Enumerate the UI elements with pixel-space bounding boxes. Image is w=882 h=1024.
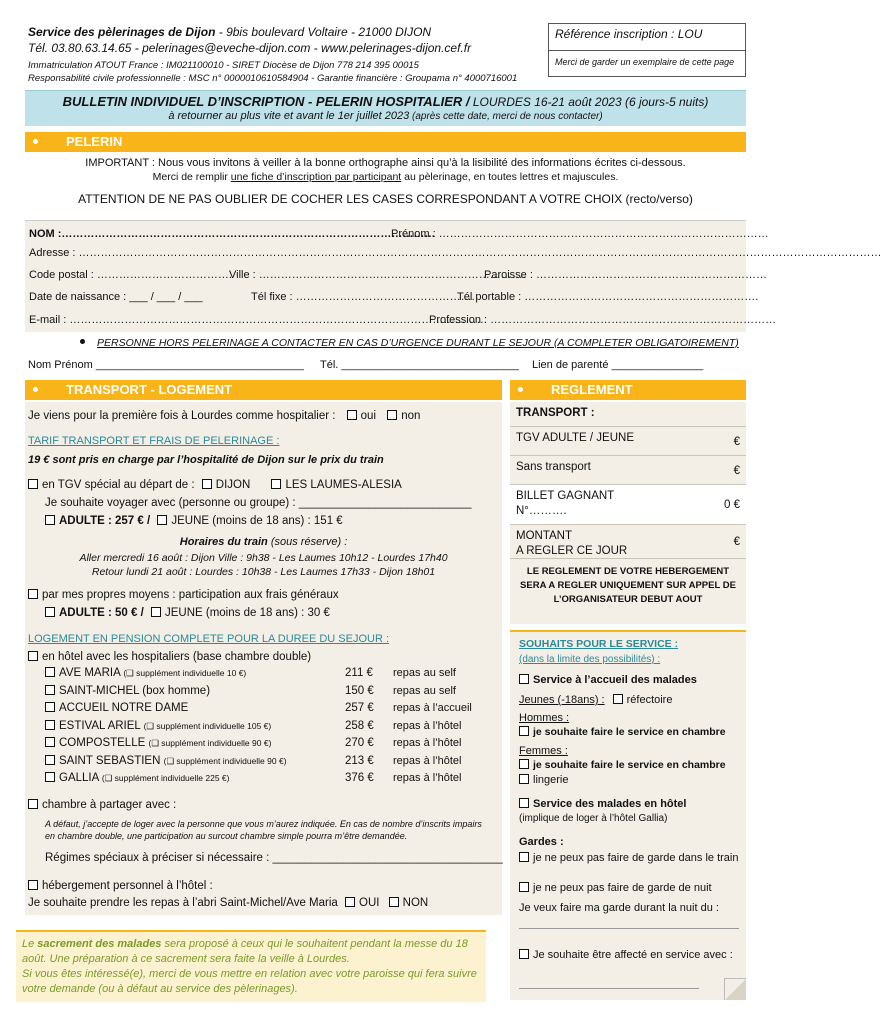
hotel-checkbox[interactable] — [45, 702, 55, 712]
tarif-note: 19 € sont pris en charge par l’hospitalité de Dijon sur le prix du train — [28, 454, 384, 466]
garde-train-checkbox[interactable] — [519, 852, 529, 862]
reglement-label: Sans transport — [516, 461, 591, 473]
attention-note: ATTENTION DE NE PAS OUBLIER DE COCHER LES CASES CORRESPONDANT A VOTRE CHOIX (recto/verso) — [78, 192, 693, 206]
hotel-supplement: (❑ supplément individuelle 10 €) — [123, 668, 247, 678]
hotel-price: 150 € — [345, 684, 374, 697]
hotel-row — [45, 685, 500, 697]
hotel-row — [45, 772, 500, 784]
souhaits-panel: SOUHAITS POUR LE SERVICE : (dans la limite des possibilités) : Service à l’accueil des malades Jeunes (-18ans) : réfectoire Hommes : je souhaite faire le service en chambre Femmes : je souhaite faire le service en chambre lingerie Service des malades en hôtel (implique de loger à l’hôtel Gallia) Gardes : je ne peux pas faire de garde dans le train je ne peux pas faire de garde de nuit Je veux faire ma garde durant la nuit du : Je souhaite être affecté en service avec : — [510, 630, 746, 1000]
horaires-title: Horaires du train — [179, 536, 268, 548]
reference-text: Référence inscription : LOU — [549, 24, 745, 51]
hotel-price: 211 € — [345, 667, 373, 679]
form-title-suffix: LOURDES 16-21 août 2023 (6 jours-5 nuits) — [469, 95, 709, 109]
meals-non-checkbox[interactable] — [389, 897, 399, 907]
jeune-own-checkbox[interactable] — [151, 607, 161, 617]
reglement-label: BILLET GAGNANT N°………. — [516, 490, 615, 517]
nom-field[interactable]: NOM :………………………………………………………………………………………… — [29, 228, 436, 240]
sacrement-note: Le sacrement des malades sera proposé à ceux qui le souhaitent pendant la messe du 18 août. Une préparation à ce sacrement sera faite la veille à Lourdes. Si vous êtes intéressé(e), merci de vous mettre en relation avec votre paroisse qui fera suivre votre demande (ou à défaut au service des pèlerinages). — [16, 930, 486, 1002]
prenom-field[interactable]: Prénom : ……………………………………………………………………………… — [391, 228, 769, 240]
emergency-tel-field[interactable]: Tél. _____________________________ — [320, 359, 519, 371]
code-postal-field[interactable]: Code postal : ………………………………. — [29, 269, 232, 281]
hotel-supplement: (❑ supplément individuelle 105 €) — [143, 720, 272, 731]
garde-nuit-question[interactable]: Je veux faire ma garde durant la nuit du : — [519, 902, 719, 914]
regimes-field[interactable]: Régimes spéciaux à préciser si nécessaire : ____________________________________ — [45, 852, 503, 864]
accueil-checkbox[interactable] — [519, 674, 529, 684]
keep-copy-note: Merci de garder un exemplaire de cette page — [555, 57, 735, 67]
reglement-note: LE REGLEMENT DE VOTRE HEBERGEMENT SERA A REGLER UNIQUEMENT SUR APPEL DE L’ORGANISATEUR DEBUT AOUT — [520, 566, 736, 605]
reference-box — [548, 23, 746, 77]
bullet-icon — [80, 339, 85, 344]
aller-schedule: Aller mercredi 16 août : Dijon Ville : 9h38 - Les Laumes 10h12 - Lourdes 17h40 — [79, 552, 448, 564]
hotel-price: 270 € — [345, 737, 374, 749]
reglement-label: TGV ADULTE / JEUNE — [516, 432, 635, 444]
reglement-label: MONTANT A REGLER CE JOUR — [516, 530, 628, 557]
naissance-field[interactable]: Date de naissance : ___ / ___ / ___ — [29, 291, 203, 303]
reglement-value: € — [733, 536, 740, 548]
emergency-nom-field[interactable]: Nom Prénom __________________________________ — [28, 359, 304, 371]
hotel-checkbox[interactable] — [45, 755, 55, 765]
reglement-row[interactable] — [510, 456, 746, 485]
adulte-tgv-checkbox[interactable] — [45, 515, 55, 525]
email-field[interactable]: E-mail : …………………………………………………………………………………………………… — [29, 314, 488, 326]
tel-portable-field[interactable]: Tél portable : ………………………………………………………. — [457, 291, 759, 303]
ville-field[interactable]: Ville : ………………………………………………………………. — [229, 269, 526, 281]
share-room-checkbox[interactable] — [28, 799, 38, 809]
hotel-meals: repas à l’hôtel — [393, 719, 462, 732]
hotel-meals: repas au self — [393, 667, 456, 679]
hotel-name: COMPOSTELLE — [59, 737, 146, 749]
adresse-field[interactable]: Adresse : ………………………………………………………………………………………………………………………………………………………………………………………………… — [29, 247, 882, 259]
garde-nuit-checkbox[interactable] — [519, 882, 529, 892]
important-note: IMPORTANT : Nous vous invitons à veiller à la bonne orthographe ainsi qu’à la lisibilité des informations écrites ci-dessous. — [85, 157, 686, 169]
hotel-meals: repas au self — [393, 684, 456, 697]
bullet-icon — [518, 387, 523, 392]
hotel-meals: repas à l’hôtel — [393, 737, 462, 749]
hotel-checkbox[interactable] — [45, 685, 55, 695]
hotel-name: AVE MARIA — [59, 667, 121, 679]
hotel-price: 376 € — [345, 772, 374, 784]
adulte-own-checkbox[interactable] — [45, 607, 55, 617]
hotel-supplement: (❑ supplément individuelle 90 €) — [163, 755, 287, 766]
bullet-icon — [33, 387, 38, 392]
hotel-supplement: (❑ supplément individuelle 90 €) — [148, 738, 272, 748]
hotel-price: 213 € — [345, 754, 374, 767]
profession-field[interactable]: Profession : …………………………………………………………………… — [429, 314, 777, 326]
reglement-value: 0 € — [724, 499, 740, 511]
retour-schedule: Retour lundi 21 août : Lourdes : 10h38 - Les Laumes 17h33 - Dijon 18h01 — [91, 566, 436, 578]
insurance-line: Responsabilité civile professionnelle : MSC n° 0000010610584904 - Garantie financière : Groupama n° 4000716001 — [28, 73, 518, 84]
laumes-checkbox[interactable] — [271, 479, 281, 489]
title-banner — [25, 90, 746, 126]
registration-line: Immatriculation ATOUT France : IM021100010 - SIRET Diocèse de Dijon 778 214 395 00015 — [28, 60, 419, 71]
hotel-row — [45, 720, 500, 732]
souhaits-title: SOUHAITS POUR LE SERVICE : — [519, 638, 679, 650]
paroisse-field[interactable]: Paroisse : ……………………………………………………… — [484, 269, 767, 281]
personal-lodging-checkbox[interactable] — [28, 880, 38, 890]
hotel-name: SAINT-MICHEL (box homme) — [59, 684, 211, 697]
hotel-checkbox[interactable] — [45, 720, 55, 730]
form-title: BULLETIN INDIVIDUEL D’INSCRIPTION - PELERIN HOSPITALIER / — [62, 94, 470, 109]
meals-oui-checkbox[interactable] — [345, 897, 355, 907]
tgv-checkbox[interactable] — [28, 479, 38, 489]
deadline-note: (après cette date, merci de nous contacter) — [409, 111, 603, 122]
reglement-transport-label: TRANSPORT : — [510, 402, 746, 427]
hotel-checkbox[interactable] — [28, 651, 38, 661]
jeune-tgv-checkbox[interactable] — [157, 515, 167, 525]
org-name: Service des pèlerinages de Dijon — [28, 25, 216, 39]
reglement-panel — [510, 402, 746, 624]
reglement-row[interactable] — [510, 427, 746, 456]
reglement-section-header: REGLEMENT — [510, 380, 746, 400]
pelerin-fields — [25, 220, 882, 332]
hotel-row — [45, 755, 500, 767]
hommes-chambre-checkbox[interactable] — [519, 726, 529, 736]
malades-hotel-checkbox[interactable] — [519, 798, 529, 808]
hotel-name: GALLIA — [59, 772, 99, 784]
reglement-value: € — [733, 435, 740, 448]
affecte-checkbox[interactable] — [519, 949, 529, 959]
souhaits-subtitle: (dans la limite des possibilités) : — [519, 654, 661, 665]
org-contact: Tél. 03.80.63.14.65 - pelerinages@eveche-dijon.com - www.pelerinages-dijon.cef.fr — [28, 41, 472, 55]
reglement-row[interactable] — [510, 485, 746, 525]
hotel-name: ESTIVAL ARIEL — [59, 719, 141, 732]
org-address: - 9bis boulevard Voltaire - 21000 DIJON — [215, 25, 432, 39]
hotel-supplement: (❑ supplément individuelle 225 €) — [101, 773, 230, 783]
tarif-title: TARIF TRANSPORT ET FRAIS DE PELERINAGE : — [28, 435, 280, 447]
hotel-meals: repas à l’hôtel — [393, 772, 462, 784]
tel-fixe-field[interactable]: Tél fixe : …………………………………………. — [251, 291, 475, 303]
own-means-checkbox[interactable] — [28, 589, 38, 599]
travel-with-field[interactable]: Je souhaite voyager avec (personne ou groupe) : ___________________________ — [45, 497, 472, 509]
page-curl-icon — [724, 978, 746, 1000]
hotel-price: 257 € — [345, 702, 374, 714]
refectoire-checkbox[interactable] — [613, 694, 623, 704]
meals-question: Je souhaite prendre les repas à l’abri Saint-Michel/Ave Maria — [28, 897, 338, 909]
hotel-meals: repas à l’hôtel — [393, 754, 462, 767]
hotel-row — [45, 737, 500, 749]
emergency-lien-field[interactable]: Lien de parenté _______________ — [532, 359, 704, 371]
hotel-name: ACCUEIL NOTRE DAME — [59, 702, 189, 714]
hotel-meals: repas à l’accueil — [393, 702, 472, 714]
default-room-note: A défaut, j’accepte de loger avec la personne que vous m’aurez indiquée. En cas de nombre d’inscrits impairs en chambre double, une participation au surcout chambre simple pourra m’être demandée. — [45, 819, 482, 841]
hotel-checkbox[interactable] — [45, 772, 55, 782]
deadline: à retourner au plus vite et avant le 1er juillet 2023 — [168, 110, 410, 122]
emergency-title: PERSONNE HORS PELERINAGE A CONTACTER EN CAS D’URGENCE DURANT LE SEJOUR (A COMPLETER OBLIGATOIREMENT) — [97, 337, 739, 349]
transport-panel: Je viens pour la première fois à Lourdes comme hospitalier : oui non TARIF TRANSPORT ET FRAIS DE PELERINAGE : 19 € sont pris en charge par l’hospitalité de Dijon sur le prix du train en TGV spécial au départ de : DIJON LES LAUMES-ALESIA Je souhaite voyager avec (personne ou groupe) : ___________________________ ADULTE : 257 € / JEUNE (moins de 18 ans) : 151 € Horaires du train (sous réserve) : Aller mercredi 16 août : Dijon Ville : 9h38 - Les Laumes 10h12 - Lourdes 17h40 Retour lundi 21 août : Lourdes : 10h38 - Les Laumes 17h33 - Dijon 18h01 par mes propres moyens : participation aux frais généraux ADULTE : 50 € / JEUNE (moins de 18 ans) : 30 € LOGEMENT EN PENSION COMPLETE POUR LA DUREE DU SEJOUR : en hôtel avec les hospitaliers (base chambre double) AVE MARIA (❑ supplément individuelle 10 €) 211 € repas au self SAINT-MICHEL (box homme) 150 € repas au self ACCUEIL NOTRE DAME 257 € repas à l’accueil ESTIVAL ARIEL (❑ supplément individuelle 105 €) 258 € repas à l’hôtel COMPOSTELLE (❑ supplément individuelle 90 €) 270 € repas à l’hôtel SAINT SEBASTIEN (❑ supplément individuelle 90 €) 213 € repas à l’hôtel GALLIA (❑ supplément individuelle 225 €) 376 € repas à l’hôtel chambre à partager avec : A défaut, j’accepte de loger avec la personne que vous m’aurez indiquée. En cas de nombre d’inscrits impairs en chambre double, une participation au surcout chambre simple pourra m’être demandée. Régimes spéciaux à préciser si nécessaire : ____________________________________ hébergement personnel à l’hôtel : Je souhaite prendre les repas à l’abri Saint-Michel/Ave Maria OUI NON — [25, 402, 502, 915]
hotel-checkbox[interactable] — [45, 737, 55, 747]
bullet-icon — [33, 139, 38, 144]
hotel-price: 258 € — [345, 719, 374, 732]
dijon-checkbox[interactable] — [202, 479, 212, 489]
pelerin-section-header: PELERIN — [25, 132, 746, 152]
reglement-value: € — [733, 464, 740, 477]
reglement-row[interactable] — [510, 525, 746, 559]
garde-nuit-line[interactable] — [519, 928, 739, 929]
hotel-name: SAINT SEBASTIEN — [59, 754, 161, 767]
first-time-non-checkbox[interactable] — [387, 410, 397, 420]
first-time-question: Je viens pour la première fois à Lourdes comme hospitalier : — [28, 410, 336, 422]
hotel-row — [45, 667, 500, 679]
hotel-row — [45, 702, 500, 714]
affecte-line[interactable] — [519, 988, 699, 989]
logement-title: LOGEMENT EN PENSION COMPLETE POUR LA DUREE DU SEJOUR : — [28, 633, 390, 645]
first-time-oui-checkbox[interactable] — [347, 410, 357, 420]
transport-section-header: TRANSPORT - LOGEMENT — [25, 380, 502, 400]
lingerie-checkbox[interactable] — [519, 774, 529, 784]
header-block — [28, 25, 548, 84]
femmes-chambre-checkbox[interactable] — [519, 759, 529, 769]
hotel-checkbox[interactable] — [45, 667, 55, 677]
